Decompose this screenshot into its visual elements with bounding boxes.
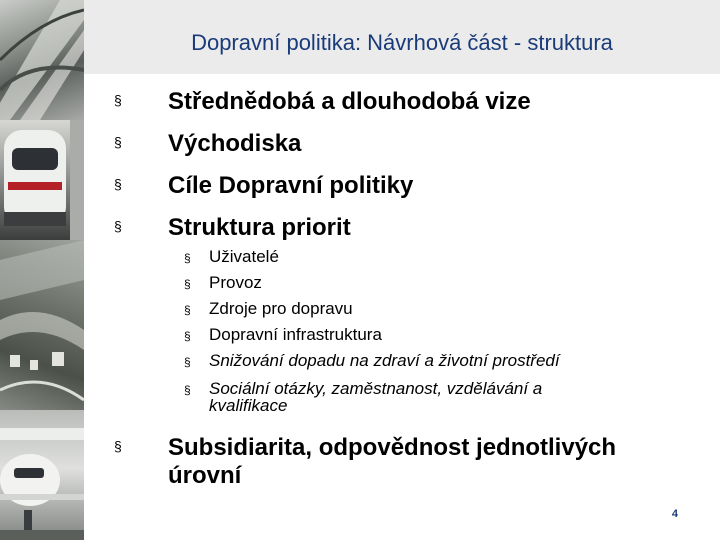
slide-content [84,74,720,540]
bullet-icon: § [184,355,191,369]
sub-item-label: Dopravní infrastruktura [209,325,382,344]
bullet-icon: § [184,329,191,343]
airplane-illustration [0,410,84,540]
sub-item-label: Provoz [209,273,262,292]
main-item-label: Střednědobá a dlouhodobá vize [168,88,531,115]
bullet-icon: § [184,251,191,265]
bullet-icon: § [184,383,191,397]
sub-item-label: Sociální otázky, zaměstnanost, vzdělávání a kvalifikace [209,379,543,415]
train-photo [0,120,84,240]
sub-item-label: Uživatelé [209,247,279,266]
city-illustration [0,240,84,410]
main-item-label: Východiska [168,130,302,157]
bullet-icon: § [184,303,191,317]
bullet-icon: § [114,176,122,192]
title-bar [84,0,720,74]
bullet-icon: § [114,134,122,150]
slide-title: Dopravní politika: Návrhová část - struktura [191,30,613,55]
bullet-icon: § [114,92,122,108]
photo-strip [0,0,84,540]
highway-photo [0,0,84,120]
main-item-label: Struktura priorit [168,214,351,241]
city-photo [0,240,84,410]
sub-item-label: Zdroje pro dopravu [209,299,353,318]
airplane-photo [0,410,84,540]
highway-illustration [0,0,84,120]
sub-item-label: Snižování dopadu na zdraví a životní prostředí [209,351,560,370]
main-item-label: Cíle Dopravní politiky [168,172,414,199]
page-number: 4 [671,508,678,520]
main-item-label: Subsidiarita, odpovědnost jednotlivých úrovní [168,434,617,489]
bullet-icon: § [114,438,122,454]
bullet-icon: § [114,218,122,234]
bullet-icon: § [184,277,191,291]
train-illustration [0,120,84,240]
